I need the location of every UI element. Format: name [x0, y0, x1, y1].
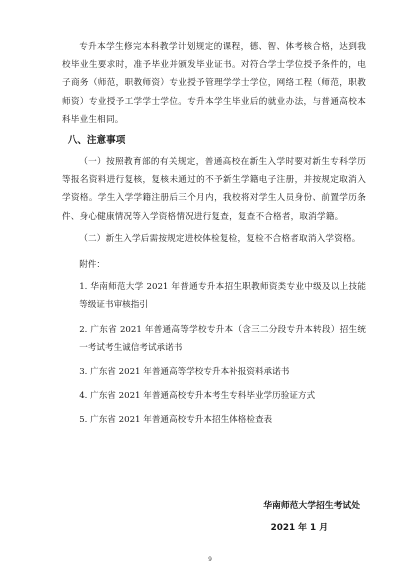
attachments-label: 附件：	[79, 260, 105, 271]
attachment-item-4: 4. 广东省 2021 年普通高校专升本考生专科毕业学历验证方式	[79, 391, 316, 402]
attachment-item-3: 3. 广东省 2021 年普通高等学校专升本补报资料承诺书	[79, 367, 290, 378]
document-body	[62, 38, 366, 436]
signature-date: 2021 年 1 月	[270, 523, 328, 533]
intro-paragraph: 专升本学生修完本科教学计划规定的课程，德、智、体考核合格，达到我校毕业生要求时，准予毕业并颁发毕业证书。对符合学士学位授予条件的，电子商务（师范，职教师资）专业授予管理学学士学位，网络工程（师范，职教师资）专业授予工学学士学位。专升本学生毕业后的就业办法，与普通高校本科毕业生相同。	[62, 42, 366, 125]
attachment-item-2: 2. 广东省 2021 年普通高等学校专升本（含三二分段专升本转段）招生统一考试考生诚信考试承诺书	[79, 324, 366, 353]
section-heading: 八、注意事项	[67, 135, 126, 147]
attachment-item-1: 1. 华南师范大学 2021 年普通专升本招生职教师资类专业中级及以上技能等级证书审核指引	[79, 282, 366, 311]
page-number: 9	[208, 556, 212, 563]
signature-organization: 华南师范大学招生考试处	[263, 501, 360, 511]
attachment-item-5: 5. 广东省 2021 年普通高校专升本招生体格检查表	[79, 415, 273, 426]
note-paragraph-1: （一）按照教育部的有关规定，普通高校在新生入学时要对新生专科学历等报名资料进行复核，复核未通过的不予新生学籍电子注册，并按规定取消入学资格。学生入学学籍注册后三个月内，我校将对学生人员身份、前置学历条件、身心健康情况等入学资格情况进行复查，复查不合格者，取消学籍。	[62, 157, 366, 222]
note-paragraph-2: （二）新生入学后需按规定进校体检复检，复检不合格者取消入学资格。	[79, 233, 361, 244]
